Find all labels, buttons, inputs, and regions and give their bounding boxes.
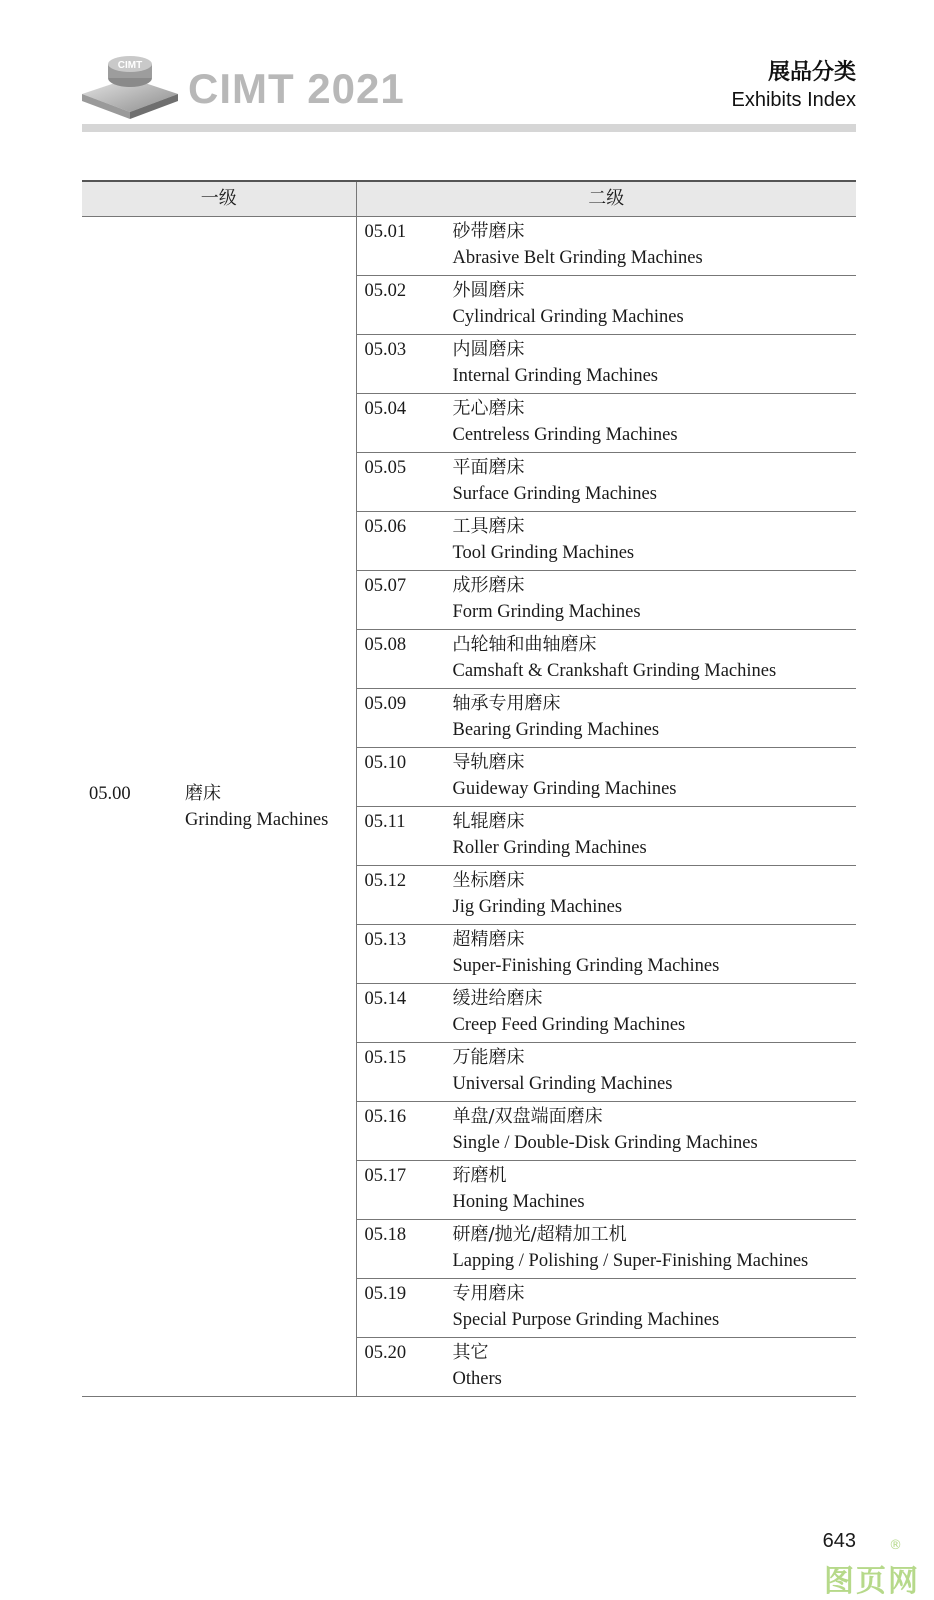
item-names [453, 925, 857, 983]
item-name-en: Honing Machines [452, 1192, 585, 1212]
item-name-en: Surface Grinding Machines [452, 484, 657, 504]
item-names [453, 217, 857, 275]
item-names [453, 276, 857, 334]
item-name-en: Guideway Grinding Machines [452, 779, 677, 799]
level2-cell [356, 217, 856, 276]
level2-cell [356, 453, 856, 512]
item-name-en: Centreless Grinding Machines [452, 425, 678, 445]
item-name-cn: 凸轮轴和曲轴磨床 [452, 634, 597, 655]
level2-cell [356, 807, 856, 866]
level2-cell [356, 394, 856, 453]
item-name-cn: 导轨磨床 [452, 752, 525, 773]
level1-name-cn: 磨床 [185, 782, 221, 804]
item-code: 05.08 [364, 635, 407, 655]
table-header-row [82, 181, 856, 217]
item-name-cn: 外圆磨床 [452, 280, 525, 301]
item-names [453, 335, 857, 393]
item-names [453, 1161, 857, 1219]
item-code: 05.18 [364, 1225, 407, 1245]
header-rule [82, 124, 856, 132]
item-name-cn: 轧辊磨床 [452, 811, 525, 832]
level1-names [185, 781, 328, 833]
level2-cell [356, 571, 856, 630]
item-names [453, 453, 857, 511]
column-header-level2: 二级 [356, 181, 856, 217]
item-name-cn: 单盘/双盘端面磨床 [452, 1106, 603, 1127]
logo-text: CIMT [117, 60, 143, 71]
item-name-en: Super-Finishing Grinding Machines [452, 956, 720, 976]
list-item [357, 866, 857, 924]
level1-name-en: Grinding Machines [185, 809, 329, 830]
item-name-cn: 万能磨床 [452, 1047, 525, 1068]
list-item [357, 630, 857, 688]
list-item [357, 689, 857, 747]
list-item [357, 571, 857, 629]
item-name-cn: 砂带磨床 [452, 221, 525, 242]
item-name-en: Jig Grinding Machines [452, 897, 623, 917]
item-name-cn: 坐标磨床 [452, 870, 525, 891]
item-names [453, 807, 857, 865]
item-names [453, 1338, 857, 1396]
item-names [453, 1043, 857, 1101]
item-name-en: Lapping / Polishing / Super-Finishing Machines [452, 1251, 809, 1271]
level2-cell [356, 1102, 856, 1161]
section-title-en: Exhibits Index [731, 89, 856, 111]
item-code: 05.20 [364, 1343, 407, 1363]
item-code: 05.19 [364, 1284, 407, 1304]
level2-cell [356, 1279, 856, 1338]
level2-cell [356, 630, 856, 689]
list-item [357, 807, 857, 865]
item-name-cn: 珩磨机 [452, 1165, 507, 1186]
item-name-cn: 成形磨床 [452, 575, 525, 596]
level2-cell [356, 866, 856, 925]
item-code: 05.10 [364, 753, 407, 773]
item-names [453, 571, 857, 629]
item-code: 05.09 [364, 694, 407, 714]
item-code: 05.13 [364, 930, 407, 950]
table-row [82, 217, 856, 276]
level1-cell [82, 217, 356, 1397]
item-code: 05.03 [364, 340, 407, 360]
item-code: 05.17 [364, 1166, 407, 1186]
item-code: 05.06 [364, 517, 407, 537]
level2-cell [356, 1043, 856, 1102]
watermark-registered-mark: ® [889, 1538, 902, 1553]
item-names [453, 984, 857, 1042]
item-code: 05.12 [364, 871, 407, 891]
item-code: 05.04 [364, 399, 407, 419]
item-names [453, 512, 857, 570]
item-name-en: Roller Grinding Machines [452, 838, 647, 858]
page-number: 643 [822, 1530, 856, 1552]
item-names [453, 689, 857, 747]
level1-category [82, 781, 356, 833]
item-code: 05.05 [364, 458, 407, 478]
level2-cell [356, 1161, 856, 1220]
list-item [357, 217, 857, 275]
item-names [453, 394, 857, 452]
item-name-en: Abrasive Belt Grinding Machines [452, 248, 703, 268]
list-item [357, 1220, 857, 1278]
item-name-cn: 研磨/抛光/超精加工机 [452, 1224, 627, 1245]
item-name-cn: 平面磨床 [452, 457, 525, 478]
list-item [357, 1338, 857, 1396]
list-item [357, 984, 857, 1042]
item-name-cn: 超精磨床 [452, 929, 525, 950]
list-item [357, 453, 857, 511]
item-name-en: Form Grinding Machines [452, 602, 641, 622]
item-name-cn: 内圆磨床 [452, 339, 525, 360]
item-code: 05.01 [364, 222, 407, 242]
item-name-en: Single / Double-Disk Grinding Machines [452, 1133, 758, 1153]
list-item [357, 394, 857, 452]
list-item [357, 276, 857, 334]
item-names [453, 1102, 857, 1160]
list-item [357, 925, 857, 983]
item-name-cn: 工具磨床 [452, 516, 525, 537]
list-item [357, 512, 857, 570]
level2-cell [356, 748, 856, 807]
item-name-en: Camshaft & Crankshaft Grinding Machines [452, 661, 777, 681]
level2-cell [356, 925, 856, 984]
item-code: 05.11 [364, 812, 406, 832]
item-name-en: Bearing Grinding Machines [452, 720, 660, 740]
level2-cell [356, 1220, 856, 1279]
item-code: 05.16 [364, 1107, 407, 1127]
section-title-cn: 展品分类 [767, 59, 856, 84]
item-name-en: Universal Grinding Machines [452, 1074, 673, 1094]
item-names [453, 866, 857, 924]
item-name-en: Internal Grinding Machines [452, 366, 658, 386]
item-name-cn: 轴承专用磨床 [452, 693, 561, 714]
list-item [357, 1279, 857, 1337]
item-name-en: Tool Grinding Machines [452, 543, 635, 563]
column-header-level1: 一级 [82, 181, 356, 217]
item-name-cn: 其它 [452, 1342, 489, 1363]
header-section-title [731, 58, 856, 114]
item-name-cn: 专用磨床 [452, 1283, 525, 1304]
watermark: 图页网 [824, 1564, 920, 1599]
page-header [0, 0, 934, 135]
level1-code: 05.00 [89, 783, 131, 804]
item-name-cn: 缓进给磨床 [452, 988, 543, 1009]
item-names [453, 748, 857, 806]
item-code: 05.14 [364, 989, 407, 1009]
exhibits-index-table [82, 180, 856, 1397]
level2-cell [356, 512, 856, 571]
item-names [453, 630, 857, 688]
item-names [453, 1279, 857, 1337]
level2-cell [356, 689, 856, 748]
item-name-en: Others [452, 1369, 502, 1389]
level2-cell [356, 335, 856, 394]
brand-title: CIMT 2021 [188, 65, 405, 112]
item-name-en: Cylindrical Grinding Machines [452, 307, 684, 327]
list-item [357, 335, 857, 393]
level2-cell [356, 276, 856, 335]
item-code: 05.15 [364, 1048, 407, 1068]
item-name-en: Special Purpose Grinding Machines [452, 1310, 720, 1330]
list-item [357, 1043, 857, 1101]
list-item [357, 1161, 857, 1219]
item-name-cn: 无心磨床 [452, 398, 525, 419]
item-name-en: Creep Feed Grinding Machines [452, 1015, 686, 1035]
item-names [453, 1220, 857, 1278]
item-code: 05.07 [364, 576, 407, 596]
level2-cell [356, 984, 856, 1043]
list-item [357, 748, 857, 806]
list-item [357, 1102, 857, 1160]
cimt-logo [80, 56, 180, 120]
level2-cell [356, 1338, 856, 1397]
item-code: 05.02 [364, 281, 407, 301]
